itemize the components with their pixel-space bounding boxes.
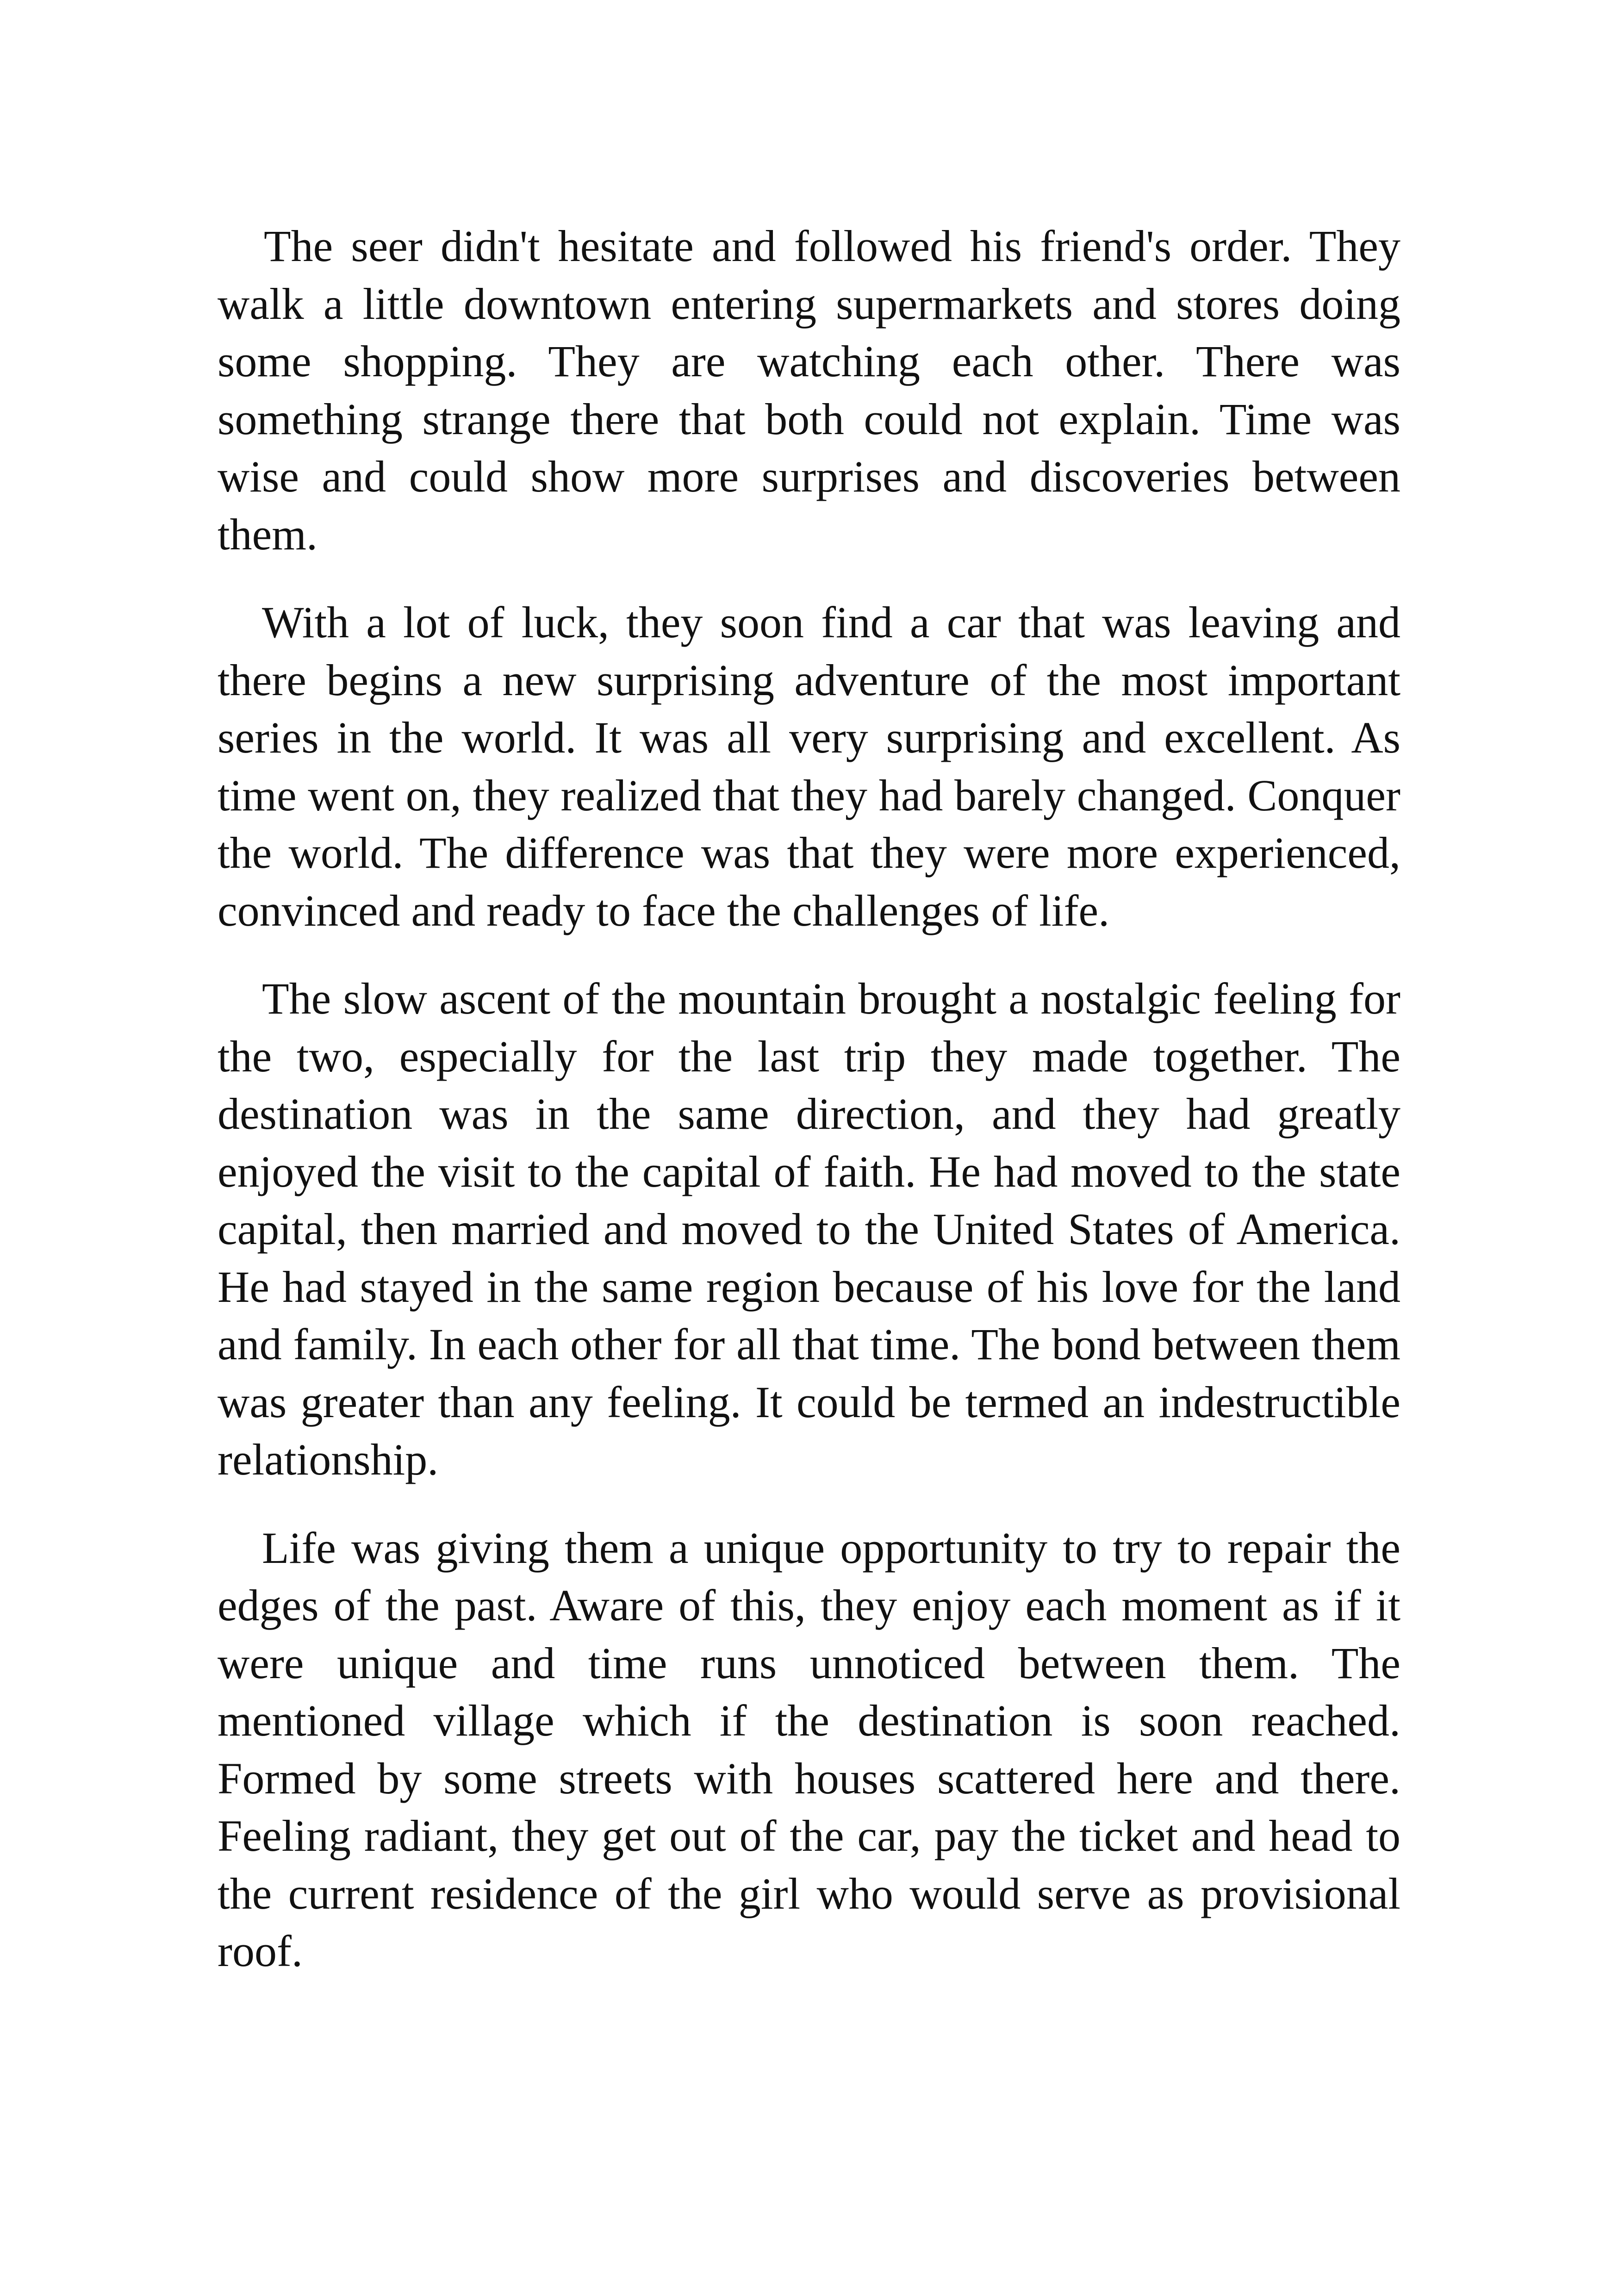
paragraph: The seer didn't hesitate and followed his friend's order. They walk a little downtown entering supermarkets and stores doing some shopping. They are watching each other. There was something strange there that both could not explain. Time was wise and could show more surprises and discoveries between them. [218, 221, 1400, 559]
paragraph: The slow ascent of the mountain brought a nostalgic feeling for the two, especially for the last trip they made together. The destination was in the same direction, and they had greatly enjoyed the visit to the capital of faith. He had moved to the state capital, then married and moved to the United States of America. He had stayed in the same region because of his love for the land and family. In each other for all that time. The bond between them was greater than any feeling. It could be termed an indestructible relationship. [218, 974, 1400, 1484]
paragraph: With a lot of luck, they soon find a car that was leaving and there begins a new surprising adventure of the most important series in the world. It was all very surprising and excellent. As time went on, they realized that they had barely changed. Conquer the world. The difference was that they were more experienced, convinced and ready to face the challenges of life. [218, 597, 1400, 935]
document-page [218, 218, 1400, 2011]
paragraph: Life was giving them a unique opportunity to try to repair the edges of the past. Aware of this, they enjoy each moment as if it were unique and time runs unnoticed between them. The mentioned village which if the destination is soon reached. Formed by some streets with houses scattered here and there. Feeling radiant, they get out of the car, pay the ticket and head to the current residence of the girl who would serve as provisional roof. [218, 1523, 1400, 1976]
